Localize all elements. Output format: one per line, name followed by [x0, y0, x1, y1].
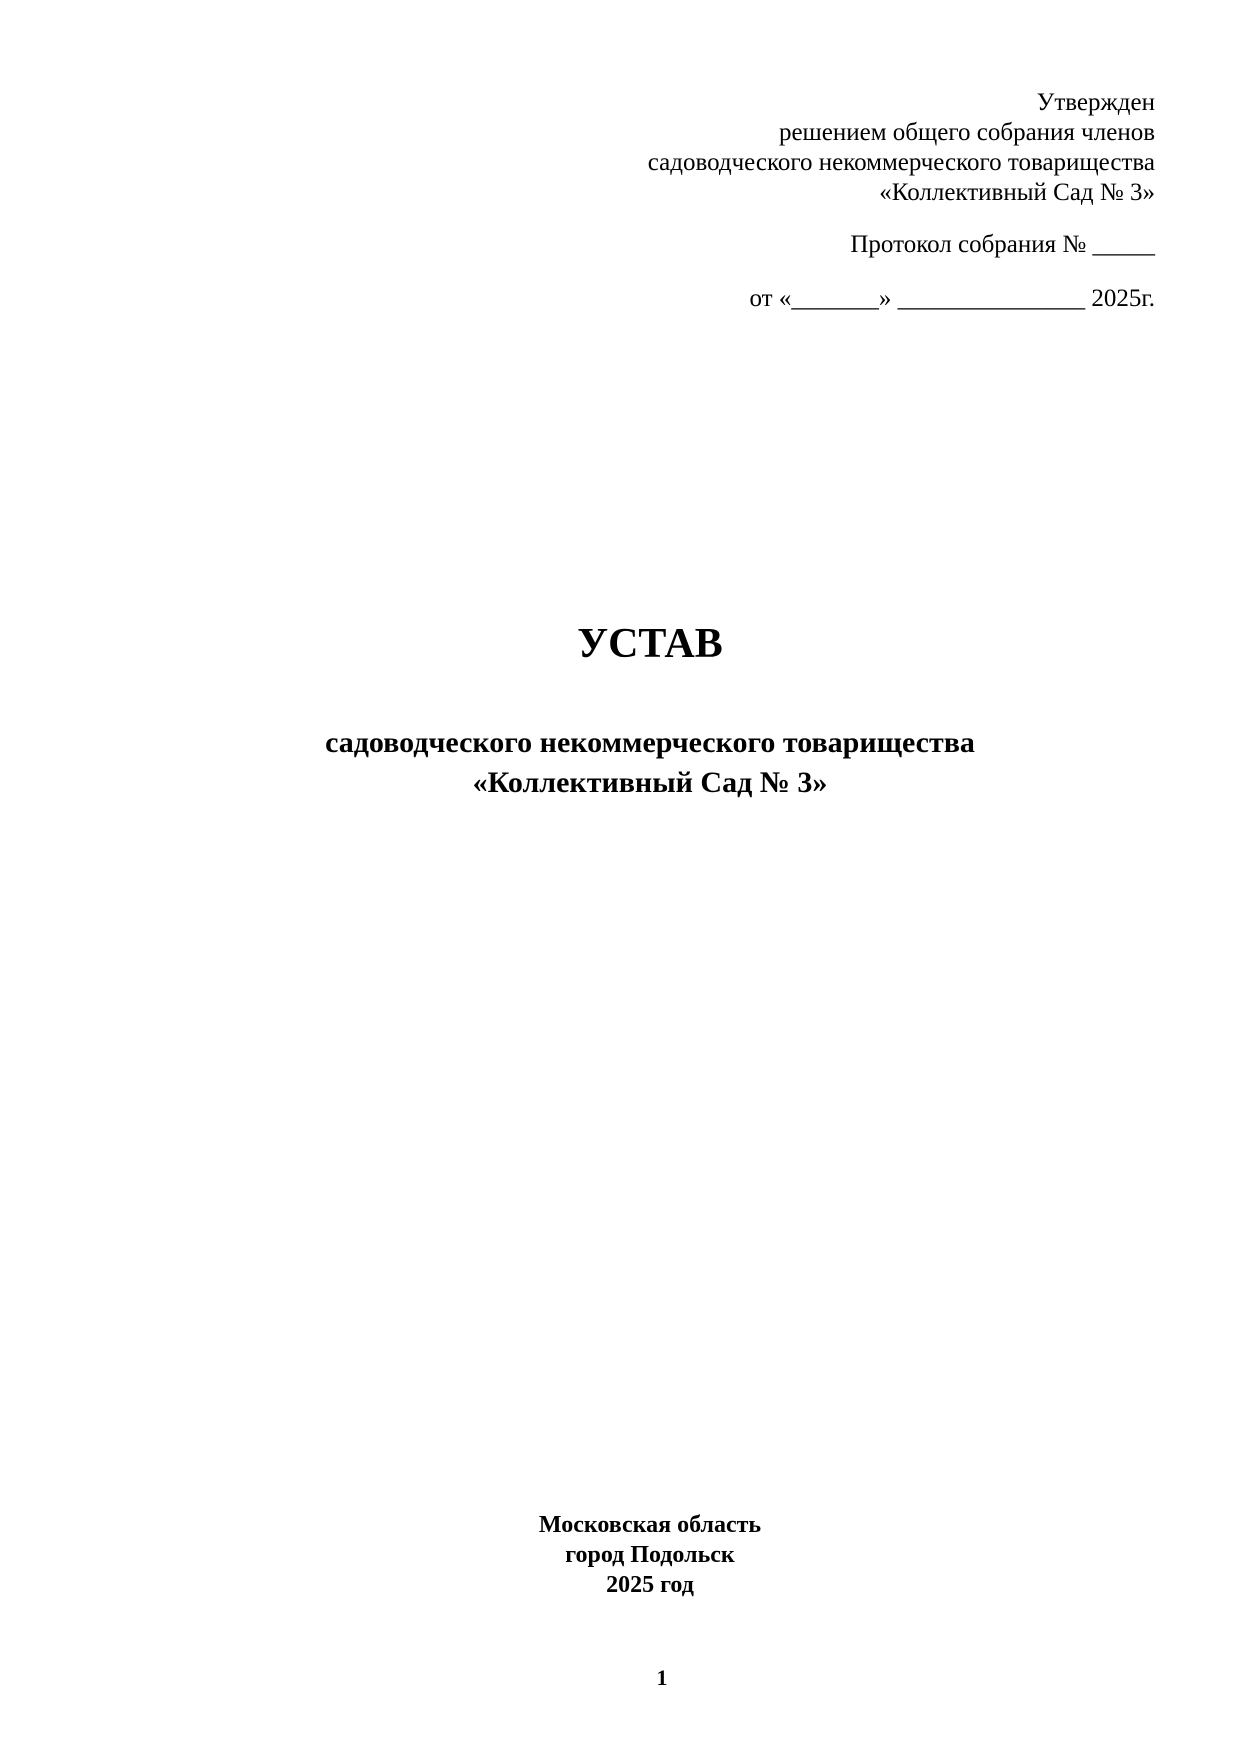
approval-heading: Утвержден	[1036, 89, 1155, 116]
footer-region: Московская область	[538, 1512, 762, 1538]
footer-year: 2025 год	[606, 1572, 694, 1598]
approval-organization-name: «Коллективный Сад № 3»	[879, 179, 1155, 206]
page-number: 1	[656, 1665, 668, 1690]
document-footer	[0, 1510, 1241, 1600]
protocol-number-line: Протокол собрания № _____	[850, 231, 1155, 258]
footer-city: город Подольск	[565, 1542, 735, 1568]
approval-organization-type: садоводческого некоммерческого товарищества	[647, 149, 1155, 176]
protocol-date-line: от «_______» _______________ 2025г.	[749, 285, 1155, 312]
document-title: УСТАВ	[577, 621, 723, 667]
subtitle-organization-name: «Коллективный Сад № 3»	[472, 766, 828, 799]
subtitle-organization-type: садоводческого некоммерческого товарищества	[325, 726, 975, 759]
approval-decision-line: решением общего собрания членов	[778, 119, 1155, 146]
approval-block	[455, 88, 1155, 314]
document-subtitle	[0, 723, 1241, 803]
